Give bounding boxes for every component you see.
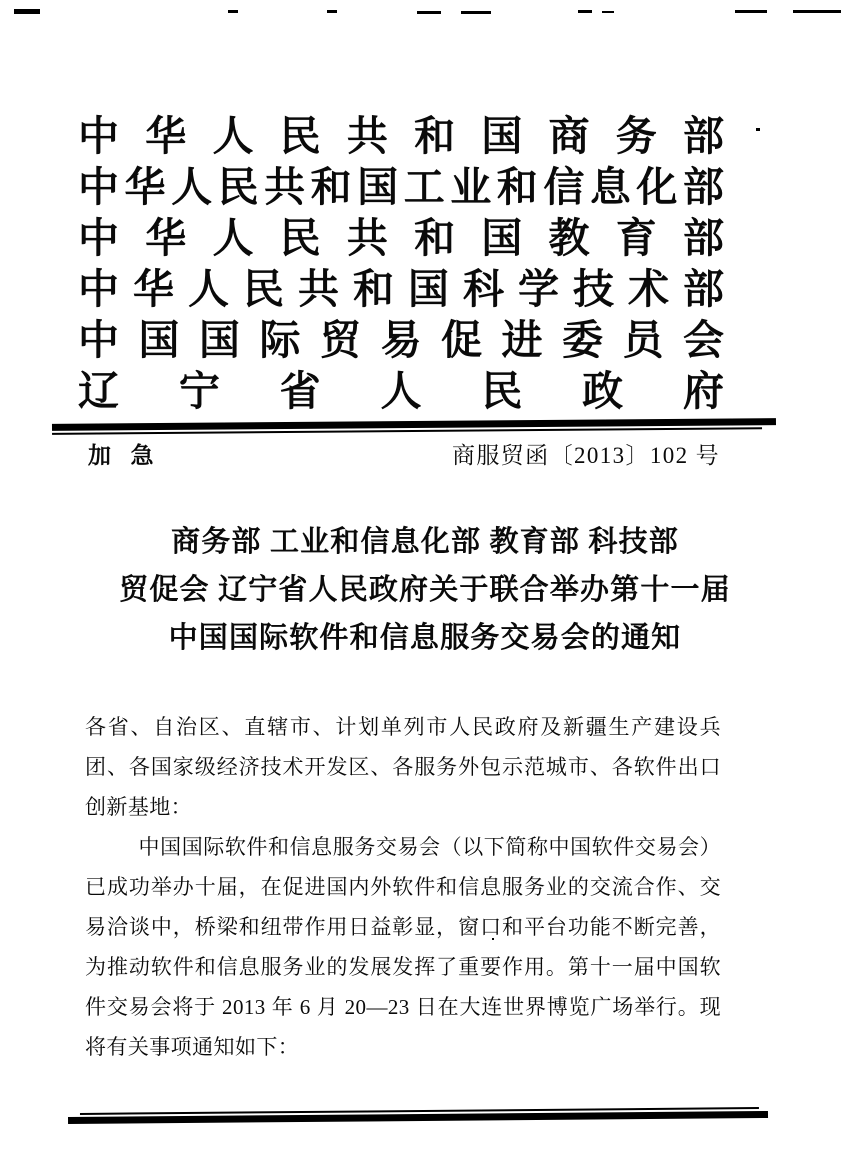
- letterhead-line-liaoning-gov: 辽 宁 省 人 民 政 府: [78, 368, 724, 414]
- meta-row: [88, 441, 720, 471]
- scan-noise-dash: [228, 10, 238, 13]
- document-body: [85, 707, 721, 1067]
- letterhead-line-moe: 中 华 人 民 共 和 国 教 育 部: [78, 215, 724, 261]
- salutation: 各省、自治区、直辖市、计划单列市人民政府及新疆生产建设兵团、各国家级经济技术开发区、各服务外包示范城市、各软件出口创新基地：: [85, 715, 721, 819]
- scan-noise-dash: [602, 11, 614, 13]
- scan-noise-dash: [735, 10, 767, 13]
- title-line-1: 商务部 工业和信息化部 教育部 科技部: [171, 526, 679, 558]
- scan-noise-speck: [756, 128, 760, 131]
- scan-noise-dash: [417, 11, 441, 14]
- scan-noise-dash: [578, 10, 592, 13]
- body-paragraph: 中国国际软件和信息服务交易会（以下简称中国软件交易会）已成功举办十届，在促进国内外软件和信息服务业的交流合作、交易洽谈中，桥梁和纽带作用日益彰显，窗口和平台功能不断完善，为推动软件和信息服务业的发展发挥了重要作用。第十一届中国软件交易会将于 2013 年 6 月 20—23 日在大连世界博览广场举行。现将有关事项通知如下：: [85, 835, 721, 1059]
- letterhead: [78, 111, 724, 417]
- title-line-3: 中国国际软件和信息服务交易会的通知: [168, 622, 682, 654]
- document-title: [0, 518, 850, 662]
- urgency-label: 加急: [88, 443, 174, 468]
- scan-noise-dash: [327, 10, 337, 13]
- letterhead-line-miit: 中 华 人 民 共 和 国 工 业 和 信 息 化 部: [78, 164, 724, 210]
- scan-noise-dash: [793, 10, 841, 13]
- bottom-page-rule: [68, 1107, 768, 1124]
- title-line-2: 贸促会 辽宁省人民政府关于联合举办第十一届: [119, 574, 731, 606]
- letterhead-line-mofcom: 中 华 人 民 共 和 国 商 务 部: [78, 113, 724, 159]
- letterhead-line-ccpit: 中 国 国 际 贸 易 促 进 委 员 会: [78, 317, 724, 363]
- scan-noise-dash: [14, 9, 40, 14]
- letterhead-line-most: 中 华 人 民 共 和 国 科 学 技 术 部: [78, 266, 724, 312]
- letterhead-separator-rule: [52, 418, 776, 435]
- document-number: 商服贸函〔2013〕102 号: [452, 443, 720, 468]
- scan-noise-dash: [461, 11, 491, 14]
